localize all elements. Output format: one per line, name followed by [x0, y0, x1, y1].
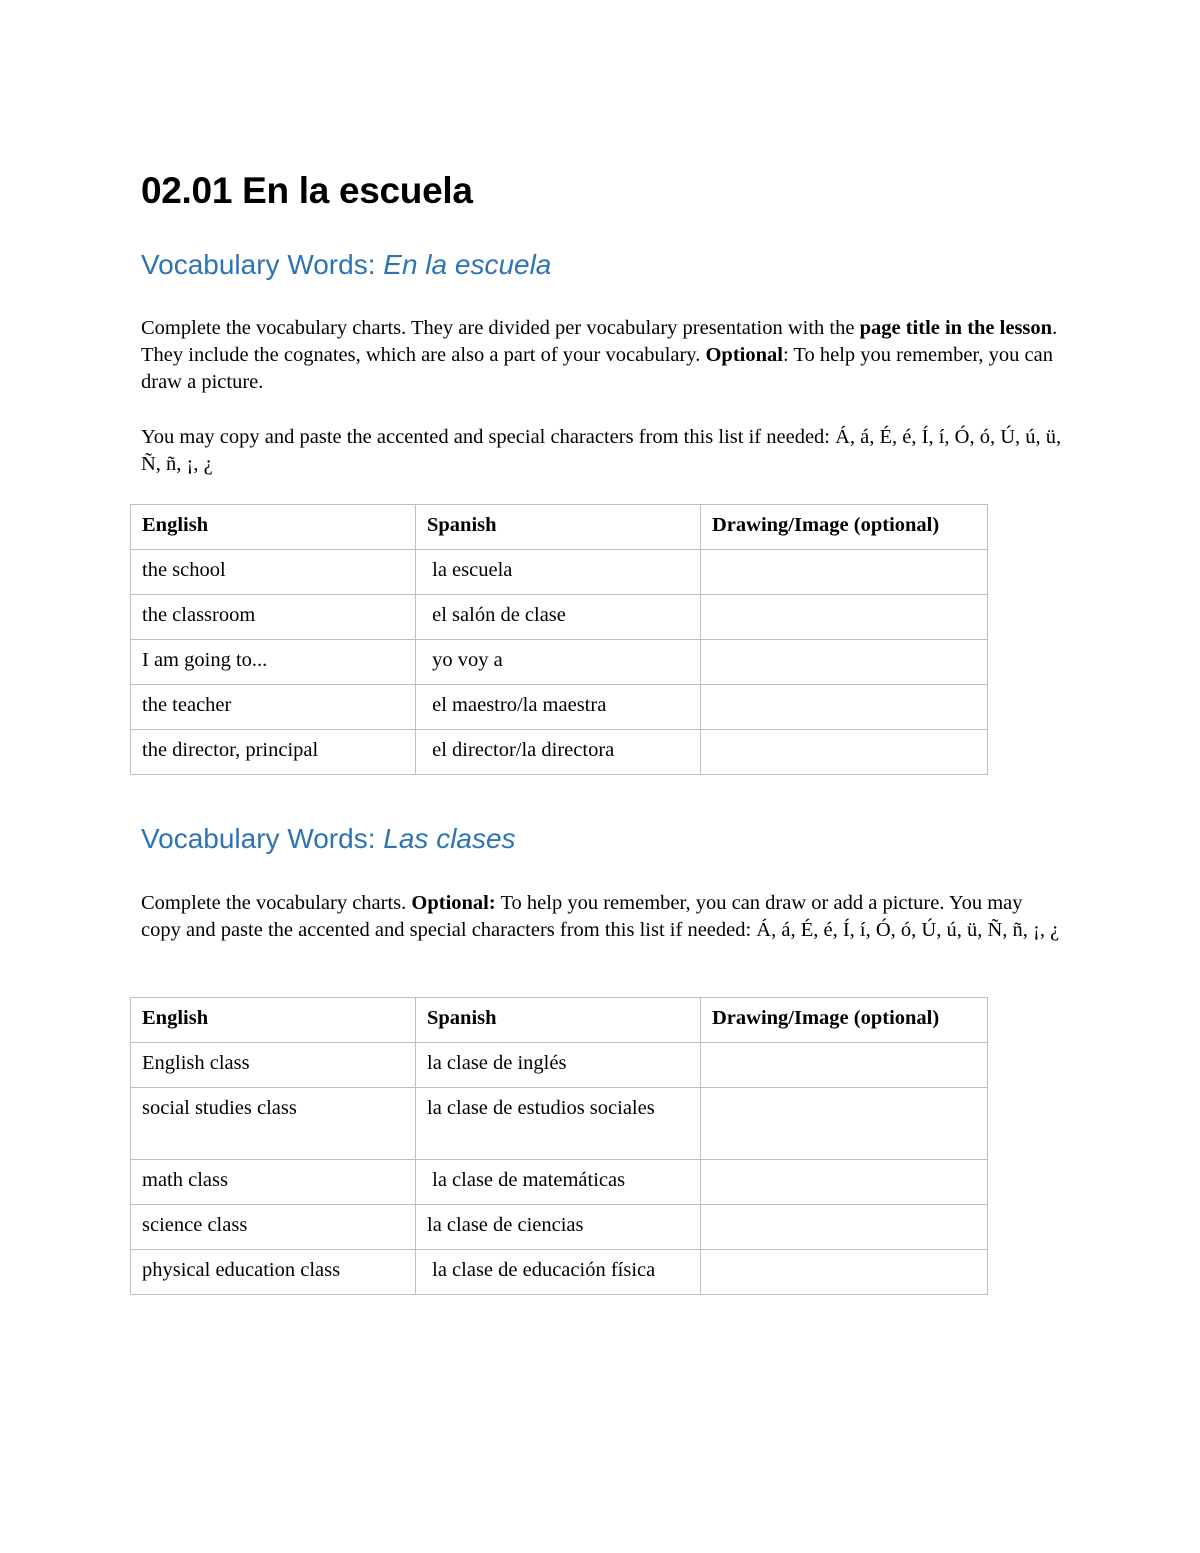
spanish-cell: la clase de estudios sociales [416, 1088, 701, 1160]
instructions-text: Complete the vocabulary charts. [141, 892, 412, 914]
table-row [131, 1043, 988, 1088]
drawing-cell[interactable] [701, 595, 988, 640]
section-heading-en-la-escuela [141, 247, 551, 283]
table-row [131, 685, 988, 730]
table-row [131, 595, 988, 640]
instructions-paragraph [141, 890, 1066, 944]
special-characters-paragraph: You may copy and paste the accented and special characters from this list if needed: Á, á, É, é, Í, í, Ó, ó, Ú, ú, ü, Ñ, ñ, ¡, ¿ [141, 426, 1062, 475]
spanish-cell: yo voy a [416, 640, 701, 685]
section-heading-prefix: Vocabulary Words: [141, 249, 384, 280]
header-english: English [131, 505, 416, 550]
section-heading-prefix: Vocabulary Words: [141, 823, 384, 854]
drawing-cell[interactable] [701, 1205, 988, 1250]
drawing-cell[interactable] [701, 1250, 988, 1295]
table-row [131, 1205, 988, 1250]
english-cell: English class [131, 1043, 416, 1088]
vocab-table-en-la-escuela [130, 504, 988, 775]
table-header-row [131, 505, 988, 550]
instructions-text: . They include the cognates, which are also a part of your vocabulary. [141, 317, 1058, 366]
drawing-cell[interactable] [701, 730, 988, 775]
table-row [131, 550, 988, 595]
drawing-cell[interactable] [701, 550, 988, 595]
table-header-row [131, 998, 988, 1043]
spanish-cell: la clase de ciencias [416, 1205, 701, 1250]
drawing-cell[interactable] [701, 640, 988, 685]
drawing-cell[interactable] [701, 685, 988, 730]
spanish-cell: la clase de matemáticas [416, 1160, 701, 1205]
spanish-cell: el director/la directora [416, 730, 701, 775]
english-cell: the teacher [131, 685, 416, 730]
english-cell: social studies class [131, 1088, 416, 1160]
table-row [131, 1250, 988, 1295]
english-cell: the classroom [131, 595, 416, 640]
instructions-text: Complete the vocabulary charts. They are divided per vocabulary presentation with the [141, 317, 860, 339]
spanish-cell: la clase de educación física [416, 1250, 701, 1295]
spanish-cell: la clase de inglés [416, 1043, 701, 1088]
english-cell: the school [131, 550, 416, 595]
instructions-text: : To help you remember, you can draw a picture. [141, 344, 1054, 393]
instructions-bold-optional: Optional: [411, 892, 496, 914]
instructions-bold-optional: Optional [705, 344, 783, 366]
spanish-cell: el salón de clase [416, 595, 701, 640]
header-spanish: Spanish [416, 505, 701, 550]
english-cell: I am going to... [131, 640, 416, 685]
english-cell: physical education class [131, 1250, 416, 1295]
header-drawing: Drawing/Image (optional) [701, 505, 988, 550]
english-cell: the director, principal [131, 730, 416, 775]
vocab-table-las-clases [130, 997, 988, 1295]
header-spanish: Spanish [416, 998, 701, 1043]
table-row [131, 730, 988, 775]
instructions-text: To help you remember, you can draw or add a picture. You may copy and paste the accented and special characters from this list if needed: Á, á, É, é, Í, í, Ó, ó, Ú, ú, ü, Ñ, ñ, ¡, ¿ [141, 892, 1060, 941]
drawing-cell[interactable] [701, 1043, 988, 1088]
spanish-cell: la escuela [416, 550, 701, 595]
english-cell: science class [131, 1205, 416, 1250]
table-row [131, 1088, 988, 1160]
table-row [131, 640, 988, 685]
english-cell: math class [131, 1160, 416, 1205]
instructions-bold-page-title: page title in the lesson [859, 317, 1053, 339]
spanish-cell: el maestro/la maestra [416, 685, 701, 730]
drawing-cell[interactable] [701, 1088, 988, 1160]
page-title: 02.01 En la escuela [141, 170, 473, 211]
drawing-cell[interactable] [701, 1160, 988, 1205]
section-heading-italic: En la escuela [383, 249, 552, 280]
header-english: English [131, 998, 416, 1043]
section-heading-italic: Las clases [383, 823, 516, 854]
section-heading-las-clases [141, 821, 516, 857]
table-row [131, 1160, 988, 1205]
instructions-paragraph [141, 315, 1066, 396]
header-drawing: Drawing/Image (optional) [701, 998, 988, 1043]
